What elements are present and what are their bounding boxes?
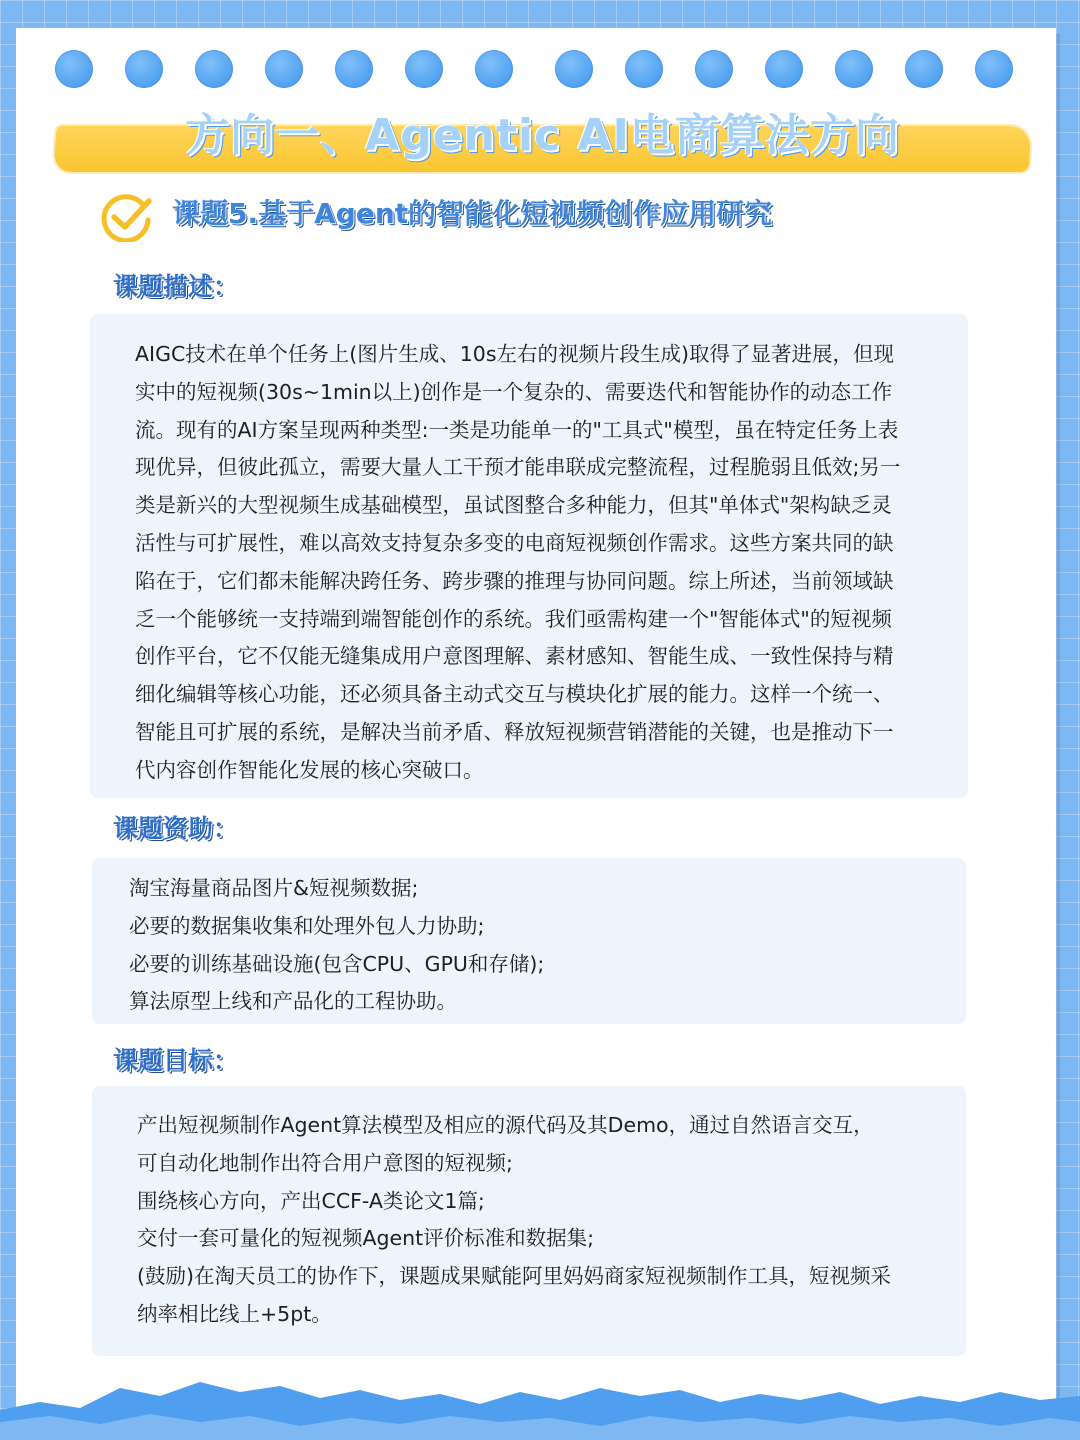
description-line: 活性与可扩展性，难以高效支持复杂多变的电商短视频创作需求。这些方案共同的缺 (135, 530, 894, 555)
funding-line: 算法原型上线和产品化的工程协助。 (129, 989, 457, 1014)
topic-subtitle: 课题5.基于Agent的智能化短视频创作应用研究 (172, 197, 773, 230)
binder-hole (335, 50, 373, 88)
binder-hole (55, 50, 93, 88)
description-box (90, 314, 968, 798)
section-label-description: 课题描述： (113, 272, 239, 301)
funding-line: 淘宝海量商品图片&短视频数据; (129, 876, 419, 900)
binder-hole (265, 50, 303, 88)
description-line: 流。现有的AI方案呈现两种类型:一类是功能单一的"工具式"模型，虽在特定任务上表 (135, 417, 899, 442)
binder-hole (405, 50, 443, 88)
description-line: 类是新兴的大型视频生成基础模型，虽试图整合多种能力，但其"单体式"架构缺乏灵 (135, 493, 892, 518)
subtitle-row (100, 190, 1000, 240)
goals-line: 围绕核心方向，产出CCF-A类论文1篇; (137, 1188, 485, 1213)
description-line: 智能且可扩展的系统，是解决当前矛盾、释放短视频营销潜能的关键，也是推动下一 (135, 719, 894, 744)
description-line: 创作平台，它不仅能无缝集成用户意图理解、素材感知、智能生成、一致性保持与精 (135, 644, 894, 669)
section-label-goals: 课题目标： (113, 1046, 239, 1075)
title-banner (55, 100, 1030, 180)
goals-line: (鼓励)在淘天员工的协作下，课题成果赋能阿里妈妈商家短视频制作工具，短视频采 (137, 1264, 891, 1289)
funding-box (92, 858, 966, 1024)
description-line: 细化编辑等核心功能，还必须具备主动式交互与模块化扩展的能力。这样一个统一、 (135, 682, 894, 707)
description-line: 代内容创作智能化发展的核心突破口。 (135, 757, 484, 782)
goals-line: 产出短视频制作Agent算法模型及相应的源代码及其Demo，通过自然语言交互， (137, 1113, 874, 1137)
binder-hole (695, 50, 733, 88)
description-line: AIGC技术在单个任务上(图片生成、10s左右的视频片段生成)取得了显著进展，但现 (135, 342, 895, 366)
binder-hole (125, 50, 163, 88)
binder-hole (905, 50, 943, 88)
binder-hole (475, 50, 513, 88)
goals-line: 纳率相比线上+5pt。 (137, 1301, 332, 1326)
torn-paper-edge (0, 1370, 1080, 1440)
page-title: 方向一、Agentic AI电商算法方向 (185, 110, 900, 161)
description-line: 乏一个能够统一支持端到端智能创作的系统。我们亟需构建一个"智能体式"的短视频 (135, 606, 892, 631)
checkmark-circle-icon (100, 192, 154, 242)
goals-box (92, 1086, 966, 1356)
goals-line: 可自动化地制作出符合用户意图的短视频; (137, 1150, 513, 1175)
binder-hole (625, 50, 663, 88)
funding-line: 必要的训练基础设施(包含CPU、GPU和存储); (129, 951, 545, 976)
description-line: 陷在于，它们都未能解决跨任务、跨步骤的推理与协同问题。综上所述，当前领域缺 (135, 568, 894, 593)
description-line: 现优异，但彼此孤立，需要大量人工干预才能串联成完整流程，过程脆弱且低效;另一 (135, 455, 901, 480)
section-label-funding: 课题资助： (113, 814, 239, 843)
binder-hole (765, 50, 803, 88)
binder-hole (195, 50, 233, 88)
binder-holes (55, 50, 1035, 90)
binder-hole (555, 50, 593, 88)
goals-line: 交付一套可量化的短视频Agent评价标准和数据集; (137, 1226, 595, 1251)
funding-line: 必要的数据集收集和处理外包人力协助; (129, 913, 485, 938)
description-line: 实中的短视频(30s~1min以上)创作是一个复杂的、需要迭代和智能协作的动态工作 (135, 379, 893, 404)
binder-hole (835, 50, 873, 88)
binder-hole (975, 50, 1013, 88)
